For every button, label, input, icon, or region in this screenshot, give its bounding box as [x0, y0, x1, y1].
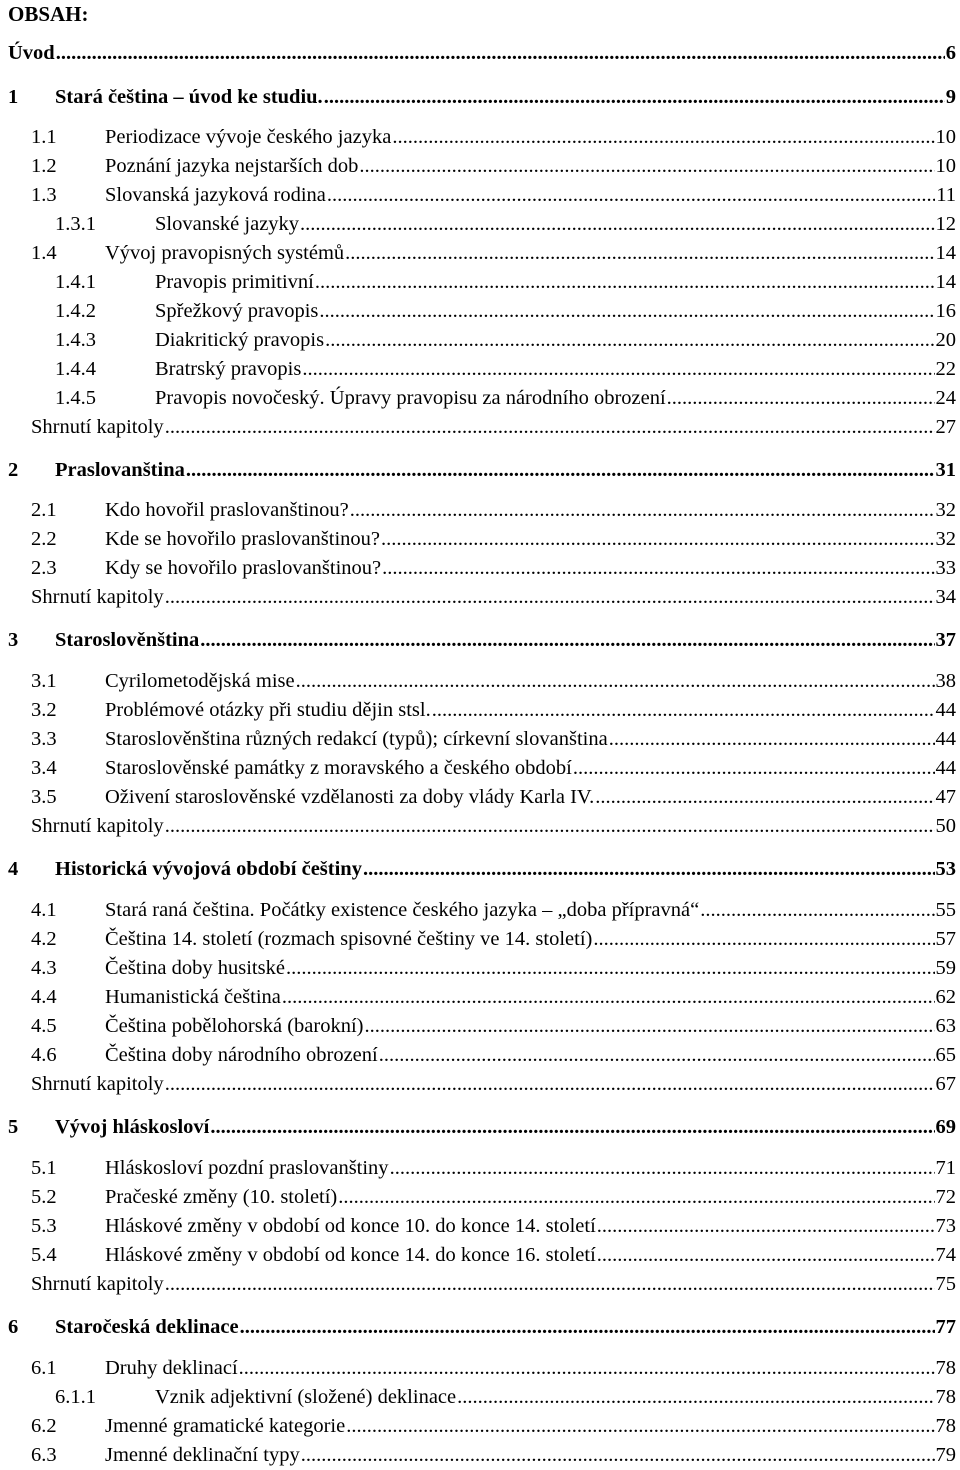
toc-entry[interactable] — [0, 84, 960, 110]
toc-entry-title: Stará raná čeština. Počátky existence českého jazyka – „doba přípravná“ — [105, 899, 700, 921]
toc-entry-title: Shrnutí kapitoly — [31, 1273, 164, 1295]
dot-leader — [302, 356, 934, 382]
toc-entry-number: 6.1 — [31, 1357, 57, 1379]
dot-leader — [240, 1314, 935, 1340]
toc-entry-number: 1.4.1 — [55, 271, 96, 293]
dot-leader — [345, 240, 934, 266]
toc-entry-page: 37 — [935, 629, 956, 651]
toc-entry-page: 14 — [935, 242, 956, 264]
toc-entry-number: 4 — [8, 858, 19, 880]
toc-entry-number: 4.2 — [31, 928, 57, 950]
toc-entry[interactable] — [0, 182, 960, 208]
toc-entry-page: 75 — [935, 1273, 956, 1295]
toc-entry[interactable] — [0, 40, 960, 66]
toc-entry-number: 1.4.3 — [55, 329, 96, 351]
dot-leader — [359, 153, 934, 179]
dot-leader — [200, 627, 934, 653]
dot-leader — [325, 327, 934, 353]
toc-entry[interactable] — [0, 211, 960, 237]
toc-entry-page: 10 — [935, 126, 956, 148]
dot-leader — [319, 298, 934, 324]
dot-leader — [165, 1271, 935, 1297]
toc-entry-number: 6.2 — [31, 1415, 57, 1437]
toc-entry-number: 6 — [8, 1316, 19, 1338]
dot-leader — [346, 1413, 934, 1439]
toc-entry-title: Stará čeština – úvod ke studiu. — [55, 86, 323, 108]
toc-entry-number: 1 — [8, 86, 19, 108]
toc-entry-page: 10 — [935, 155, 956, 177]
toc-entry-number: 3.2 — [31, 699, 57, 721]
toc-entry-number: 2.3 — [31, 557, 57, 579]
toc-entry[interactable] — [0, 555, 960, 581]
dot-leader — [239, 1355, 935, 1381]
toc-entry-page: 78 — [935, 1357, 956, 1379]
toc-entry[interactable] — [0, 497, 960, 523]
toc-entry-page: 47 — [935, 786, 956, 808]
toc-entry-page: 50 — [935, 815, 956, 837]
dot-leader — [364, 1013, 934, 1039]
toc-entry-number: 6.1.1 — [55, 1386, 96, 1408]
toc-entry[interactable] — [0, 856, 960, 882]
toc-entry-title: Slovanské jazyky — [155, 213, 300, 235]
toc-entry[interactable] — [0, 298, 960, 324]
toc-entry-title: Vývoj hláskosloví — [55, 1116, 210, 1138]
dot-leader — [379, 1042, 935, 1068]
toc-entry-page: 62 — [935, 986, 956, 1008]
toc-entry[interactable] — [0, 1213, 960, 1239]
toc-entry[interactable] — [0, 356, 960, 382]
toc-entry-number: 5.4 — [31, 1244, 57, 1266]
toc-entry[interactable] — [0, 984, 960, 1010]
toc-entry-number: 1.4.2 — [55, 300, 96, 322]
toc-entry-number: 3.4 — [31, 757, 57, 779]
toc-entry-number: 5.1 — [31, 1157, 57, 1179]
toc-entry-title: Hláskové změny v období od konce 10. do konce 14. století — [105, 1215, 596, 1237]
toc-entry[interactable] — [0, 1071, 960, 1097]
toc-entry-number: 1.1 — [31, 126, 57, 148]
toc-entry-title: Hláskosloví pozdní praslovanštiny — [105, 1157, 389, 1179]
toc-entry-title: Shrnutí kapitoly — [31, 815, 164, 837]
toc-entry[interactable] — [0, 1413, 960, 1439]
toc-entry-title: Poznání jazyka nejstarších dob — [105, 155, 359, 177]
toc-entry-page: 11 — [936, 184, 956, 206]
toc-entry-title: Kde se hovořilo praslovanštinou? — [105, 528, 380, 550]
toc-entry-page: 33 — [935, 557, 956, 579]
toc-entry-title: Shrnutí kapitoly — [31, 1073, 164, 1095]
toc-entry-page: 6 — [945, 42, 956, 64]
toc-entry-title: Historická vývojová období češtiny — [55, 858, 362, 880]
toc-entry[interactable] — [0, 726, 960, 752]
toc-entry-page: 73 — [935, 1215, 956, 1237]
dot-leader — [595, 784, 934, 810]
toc-entry-number: 5.2 — [31, 1186, 57, 1208]
toc-entry-page: 79 — [935, 1444, 956, 1466]
dot-leader — [324, 84, 945, 110]
toc-entry-title: Diakritický pravopis — [155, 329, 325, 351]
dot-leader — [381, 526, 935, 552]
dot-leader — [286, 955, 935, 981]
toc-entry-number: 1.3 — [31, 184, 57, 206]
toc-entry[interactable] — [0, 1242, 960, 1268]
toc-entry-page: 16 — [935, 300, 956, 322]
dot-leader — [301, 1442, 935, 1468]
toc-entry-title: Kdo hovořil praslovanštinou? — [105, 499, 349, 521]
dot-leader — [609, 726, 935, 752]
toc-entry-title: Periodizace vývoje českého jazyka — [105, 126, 392, 148]
toc-entry-title: Staroslověnština — [55, 629, 200, 651]
toc-entry-page: 53 — [935, 858, 956, 880]
toc-entry-page: 59 — [935, 957, 956, 979]
toc-entry-number: 4.1 — [31, 899, 57, 921]
toc-entry-page: 78 — [935, 1415, 956, 1437]
toc-entry-number: 1.3.1 — [55, 213, 96, 235]
toc-entry-title: Pravopis primitivní — [155, 271, 314, 293]
dot-leader — [210, 1114, 934, 1140]
dot-leader — [597, 1242, 935, 1268]
dot-leader — [56, 40, 945, 66]
toc-entry[interactable] — [0, 526, 960, 552]
toc-entry-title: Shrnutí kapitoly — [31, 416, 164, 438]
toc-entry[interactable] — [0, 1155, 960, 1181]
toc-entry-title: Jmenné deklinační typy — [105, 1444, 300, 1466]
toc-entry-number: 1.4.4 — [55, 358, 96, 380]
toc-entry-number: 4.5 — [31, 1015, 57, 1037]
toc-entry-page: 9 — [945, 86, 956, 108]
toc-entry[interactable] — [0, 327, 960, 353]
toc-entry[interactable] — [0, 784, 960, 810]
toc-entry-page: 31 — [935, 459, 956, 481]
toc-entry[interactable] — [0, 897, 960, 923]
toc-entry-number: 2 — [8, 459, 19, 481]
toc-entry-number: 3.3 — [31, 728, 57, 750]
toc-entry-page: 63 — [935, 1015, 956, 1037]
dot-leader — [432, 697, 935, 723]
toc-entry-title: Jmenné gramatické kategorie — [105, 1415, 346, 1437]
dot-leader — [165, 584, 935, 610]
toc-entry-number: 3.5 — [31, 786, 57, 808]
toc-entry[interactable] — [0, 1442, 960, 1468]
toc-entry-page: 71 — [935, 1157, 956, 1179]
dot-leader — [186, 457, 935, 483]
toc-entry[interactable] — [0, 926, 960, 952]
toc-entry-page: 32 — [935, 528, 956, 550]
toc-entry[interactable] — [0, 1184, 960, 1210]
toc-entry-number: 1.4.5 — [55, 387, 96, 409]
toc-entry-title: Staročeská deklinace — [55, 1316, 239, 1338]
toc-entry[interactable] — [0, 269, 960, 295]
toc-entry[interactable] — [0, 668, 960, 694]
toc-entry-title: Slovanská jazyková rodina — [105, 184, 326, 206]
toc-entry[interactable] — [0, 1314, 960, 1340]
toc-entry[interactable] — [0, 153, 960, 179]
toc-entry-number: 6.3 — [31, 1444, 57, 1466]
dot-leader — [300, 211, 934, 237]
toc-entry-number: 4.6 — [31, 1044, 57, 1066]
dot-leader — [597, 1213, 935, 1239]
toc-entry-title: Vznik adjektivní (složené) deklinace — [155, 1386, 457, 1408]
toc-entry-number: 4.3 — [31, 957, 57, 979]
toc-entry-page: 44 — [935, 757, 956, 779]
toc-entry-title: Čeština 14. století (rozmach spisovné češtiny ve 14. století) — [105, 928, 593, 950]
toc-entry-page: 44 — [935, 728, 956, 750]
toc-entry-title: Pračeské změny (10. století) — [105, 1186, 338, 1208]
toc-entry-title: Druhy deklinací — [105, 1357, 238, 1379]
dot-leader — [165, 813, 935, 839]
toc-entry[interactable] — [0, 627, 960, 653]
toc-entry-page: 55 — [935, 899, 956, 921]
toc-entry-number: 1.2 — [31, 155, 57, 177]
toc-entry-number: 2.2 — [31, 528, 57, 550]
dot-leader — [338, 1184, 934, 1210]
toc-entry-page: 14 — [935, 271, 956, 293]
toc-entry[interactable] — [0, 1013, 960, 1039]
toc-entry[interactable] — [0, 813, 960, 839]
toc-entry-page: 74 — [935, 1244, 956, 1266]
toc-entry[interactable] — [0, 1384, 960, 1410]
toc-entry-page: 22 — [935, 358, 956, 380]
toc-entry-page: 24 — [935, 387, 956, 409]
dot-leader — [350, 497, 935, 523]
toc-entry-page: 34 — [935, 586, 956, 608]
toc-entry-title: Oživení staroslověnské vzdělanosti za doby vlády Karla IV. — [105, 786, 595, 808]
toc-entry[interactable] — [0, 240, 960, 266]
toc-entry[interactable] — [0, 385, 960, 411]
toc-entry-title: Cyrilometodějská mise — [105, 670, 295, 692]
toc-entry-page: 20 — [935, 329, 956, 351]
dot-leader — [363, 856, 935, 882]
dot-leader — [165, 1071, 935, 1097]
toc-entry[interactable] — [0, 1271, 960, 1297]
dot-leader — [700, 897, 934, 923]
toc-entry[interactable] — [0, 414, 960, 440]
toc-entry-page: 78 — [935, 1386, 956, 1408]
toc-entry-number: 2.1 — [31, 499, 57, 521]
toc-entry-title: Kdy se hovořilo praslovanštinou? — [105, 557, 382, 579]
toc-entry-title: Úvod — [8, 42, 55, 64]
toc-entry-title: Čeština doby národního obrození — [105, 1044, 378, 1066]
toc-entry[interactable] — [0, 697, 960, 723]
toc-entry-title: Hláskové změny v období od konce 14. do konce 16. století — [105, 1244, 596, 1266]
dot-leader — [315, 269, 935, 295]
dot-leader — [327, 182, 935, 208]
toc-entry-number: 3 — [8, 629, 19, 651]
toc-entry-title: Problémové otázky při studiu dějin stsl. — [105, 699, 431, 721]
toc-entry-title: Staroslověnské památky z moravského a českého období — [105, 757, 572, 779]
toc-entry-page: 27 — [935, 416, 956, 438]
toc-entry-title: Praslovanština — [55, 459, 185, 481]
toc-entry-number: 3.1 — [31, 670, 57, 692]
toc-entry-number: 5 — [8, 1116, 19, 1138]
dot-leader — [165, 414, 935, 440]
toc-entry-title: Shrnutí kapitoly — [31, 586, 164, 608]
toc-entry-page: 69 — [935, 1116, 956, 1138]
toc-entry-page: 67 — [935, 1073, 956, 1095]
toc-entry[interactable] — [0, 1114, 960, 1140]
toc-entry-number: 4.4 — [31, 986, 57, 1008]
toc-entry-page: 77 — [935, 1316, 956, 1338]
toc-entry-page: 44 — [935, 699, 956, 721]
toc-entry-page: 12 — [935, 213, 956, 235]
dot-leader — [296, 668, 935, 694]
toc-entry[interactable] — [0, 755, 960, 781]
toc-entry-page: 72 — [935, 1186, 956, 1208]
toc-entry-page: 32 — [935, 499, 956, 521]
toc-entry-title: Spřežkový pravopis — [155, 300, 319, 322]
toc-entry-title: Vývoj pravopisných systémů — [105, 242, 345, 264]
toc-entry-title: Staroslověnština různých redakcí (typů); církevní slovanština — [105, 728, 608, 750]
toc-entry-page: 38 — [935, 670, 956, 692]
toc-entry[interactable] — [0, 584, 960, 610]
toc-entry-title: Pravopis novočeský. Úpravy pravopisu za národního obrození — [155, 387, 666, 409]
dot-leader — [593, 926, 934, 952]
toc-entry-number: 1.4 — [31, 242, 57, 264]
toc-entry-number: 5.3 — [31, 1215, 57, 1237]
dot-leader — [573, 755, 935, 781]
toc-entry-title: Bratrský pravopis — [155, 358, 302, 380]
toc-entry[interactable] — [0, 1042, 960, 1068]
toc-entry-page: 57 — [935, 928, 956, 950]
toc-entry-title: Čeština doby husitské — [105, 957, 285, 979]
toc-entry[interactable] — [0, 955, 960, 981]
dot-leader — [282, 984, 935, 1010]
toc-entry-page: 65 — [935, 1044, 956, 1066]
toc-entry-title: Humanistická čeština — [105, 986, 281, 1008]
toc-entry[interactable] — [0, 1355, 960, 1381]
toc-entry-title: Čeština pobělohorská (barokní) — [105, 1015, 364, 1037]
toc-entry[interactable] — [0, 124, 960, 150]
page-title: OBSAH: — [8, 2, 89, 26]
dot-leader — [457, 1384, 934, 1410]
dot-leader — [382, 555, 934, 581]
toc-entry[interactable] — [0, 457, 960, 483]
dot-leader — [392, 124, 934, 150]
dot-leader — [667, 385, 935, 411]
dot-leader — [390, 1155, 935, 1181]
